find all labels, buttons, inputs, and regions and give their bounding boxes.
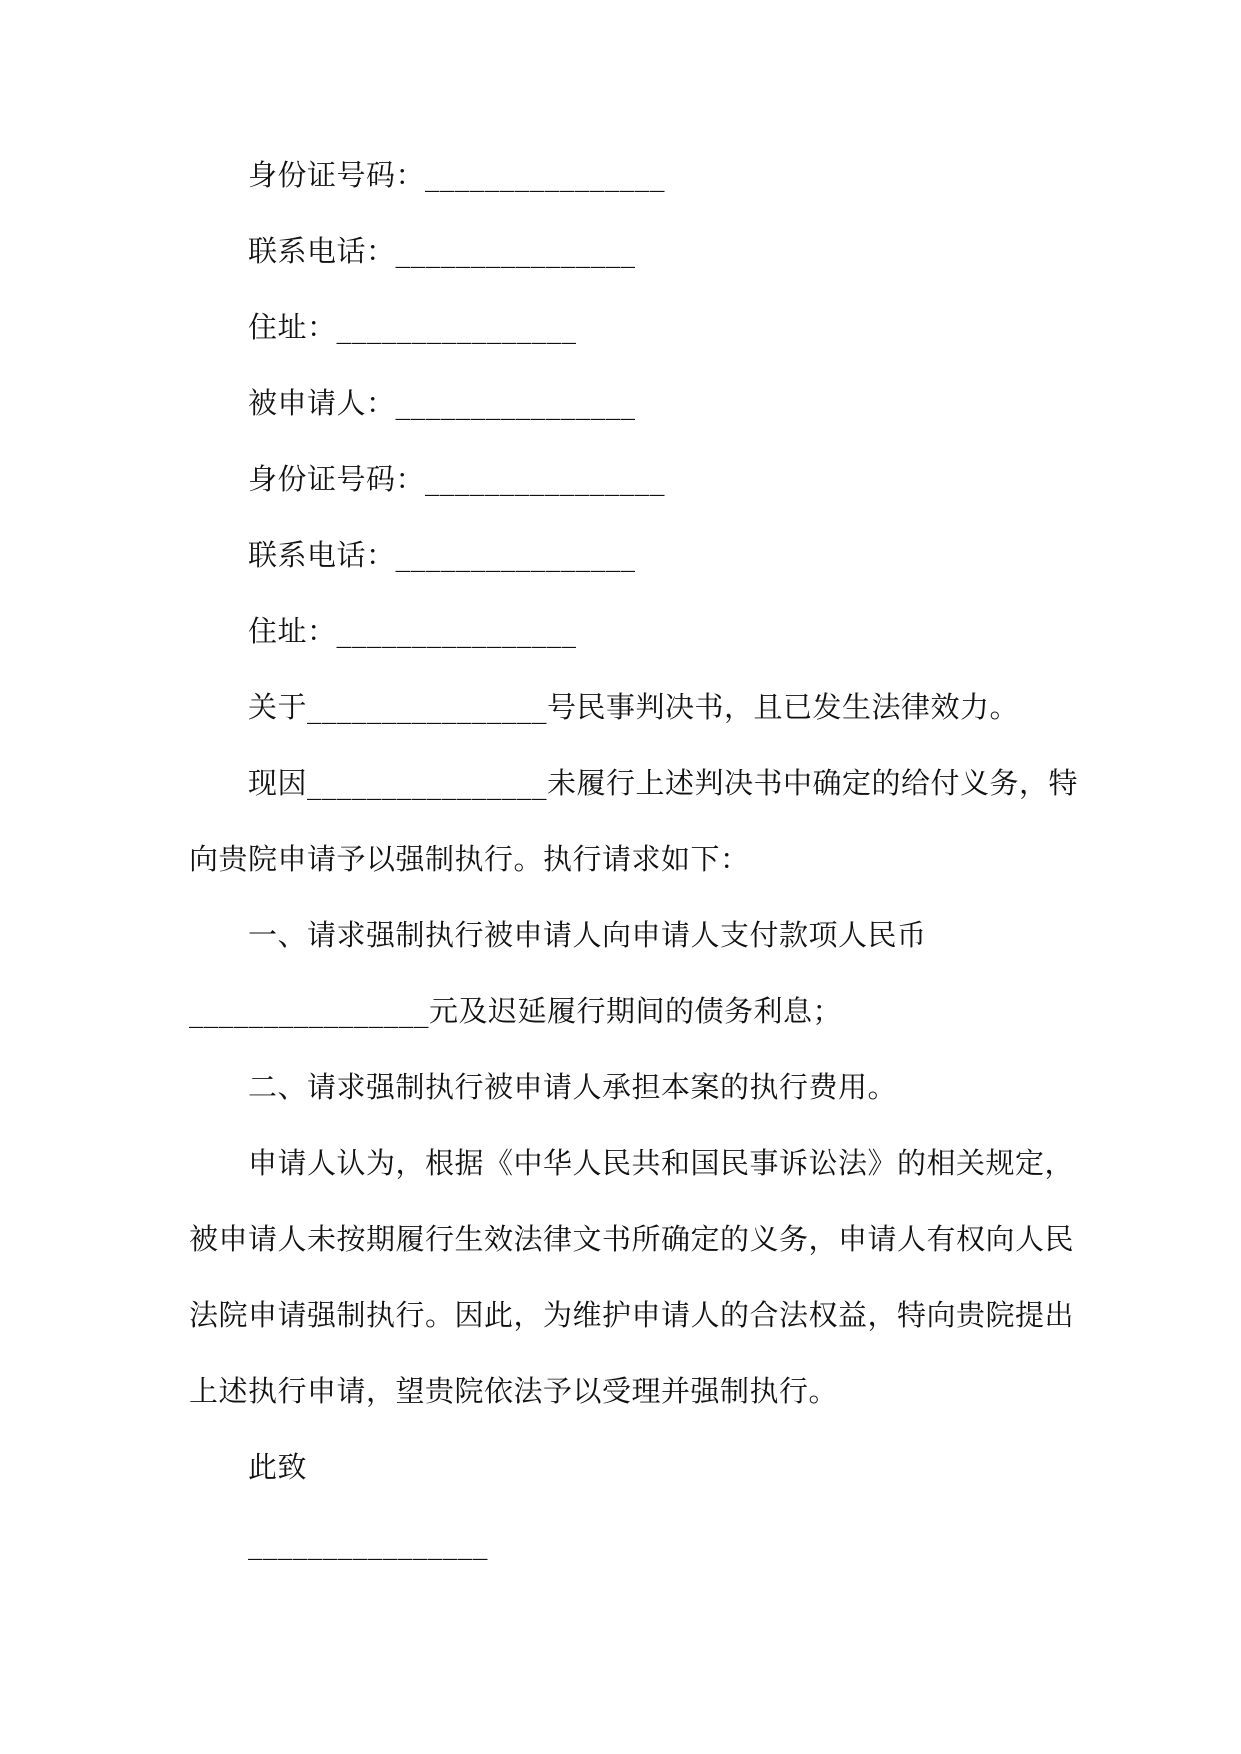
applicant-phone-line: 联系电话：________________ [248, 234, 636, 268]
legal-basis-paragraph-line-3: 法院申请强制执行。因此，为维护申请人的合法权益，特向贵院提出 [189, 1298, 1075, 1332]
legal-basis-paragraph-line-4: 上述执行申请，望贵院依法予以受理并强制执行。 [189, 1374, 839, 1408]
request-item-1-line-1: 一、请求强制执行被申请人向申请人支付款项人民币 [248, 918, 927, 952]
closing-salutation: 此致 [248, 1450, 308, 1484]
request-item-2: 二、请求强制执行被申请人承担本案的执行费用。 [248, 1070, 898, 1104]
legal-basis-paragraph-line-1: 申请人认为，根据《中华人民共和国民事诉讼法》的相关规定， [248, 1146, 1075, 1180]
respondent-address-line: 住址：________________ [248, 614, 577, 648]
reason-paragraph-line-2: 向贵院申请予以强制执行。执行请求如下： [189, 842, 750, 876]
respondent-phone-line: 联系电话：________________ [248, 538, 636, 572]
respondent-id-number-line: 身份证号码：________________ [248, 462, 666, 496]
applicant-address-line: 住址：________________ [248, 310, 577, 344]
request-item-1-line-2: ________________元及迟延履行期间的债务利息； [189, 994, 843, 1028]
court-name-blank: ________________ [248, 1526, 488, 1560]
reason-paragraph-line-1: 现因________________未履行上述判决书中确定的给付义务，特 [248, 766, 1079, 800]
applicant-id-number-line: 身份证号码：________________ [248, 158, 666, 192]
legal-basis-paragraph-line-2: 被申请人未按期履行生效法律文书所确定的义务，申请人有权向人民 [189, 1222, 1075, 1256]
respondent-line: 被申请人：________________ [248, 386, 636, 420]
judgment-reference-paragraph: 关于________________号民事判决书，且已发生法律效力。 [248, 690, 1020, 724]
